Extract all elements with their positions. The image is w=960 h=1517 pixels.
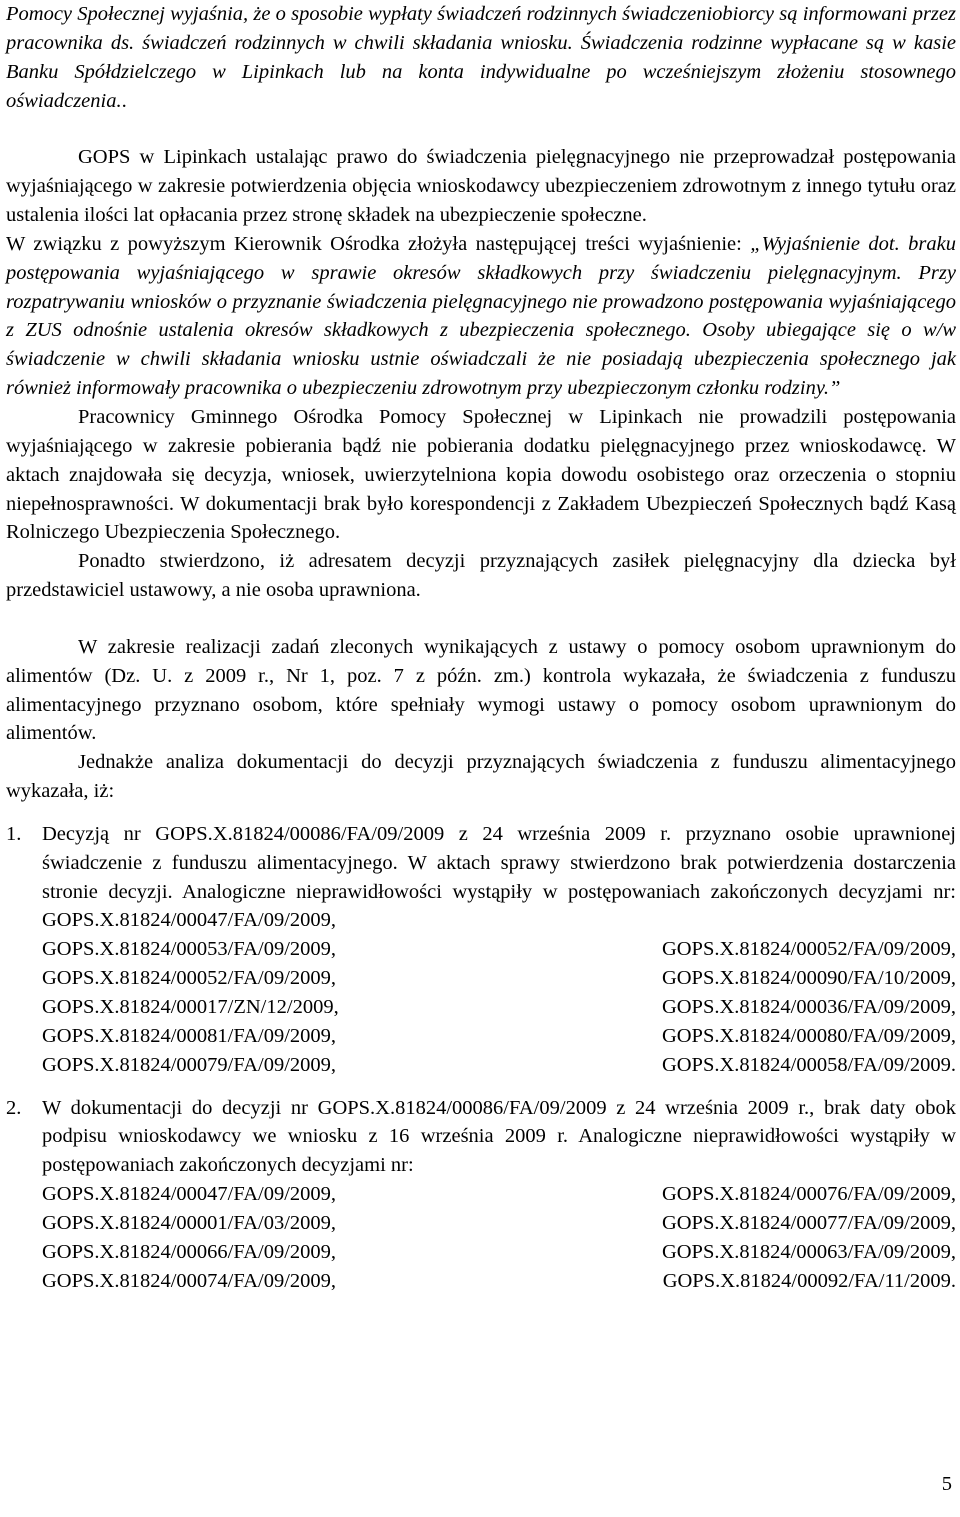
kierownik-lead: W związku z powyższym Kierownik Ośrodka złożyła następującej treści wyjaśnienie: bbox=[6, 232, 751, 255]
paragraph-gops: GOPS w Lipinkach ustalając prawo do świadczenia pielęgnacyjnego nie przeprowadzał postępowania wyjaśniającego w zakresie potwierdzenia objęcia wnioskodawcy ubezpieczeniem zdrowotnym z innego tytułu oraz ustalenia ilości lat opłacania przez stronę składek na ubezpieczenie społeczne. bbox=[6, 146, 956, 227]
list-item-number: 1. bbox=[6, 822, 22, 845]
spacer bbox=[6, 806, 956, 820]
list-item-text: W dokumentacji do decyzji nr GOPS.X.81824/00086/FA/09/2009 z 24 września 2009 r., brak daty obok podpisu wnioskodawcy we wniosku z 16 września 2009 r. Analogiczne nieprawidłowości wystąpiły w postępowaniach zakończonych decyzjami nr: bbox=[42, 1096, 956, 1177]
decision-code: GOPS.X.81824/00058/FA/09/2009. bbox=[661, 1053, 956, 1076]
decision-code: GOPS.X.81824/00066/FA/09/2009, bbox=[42, 1240, 337, 1263]
page-number: 5 bbox=[941, 1473, 952, 1495]
decision-code: GOPS.X.81824/00077/FA/09/2009, bbox=[661, 1211, 956, 1234]
paragraph-jednakze: Jednakże analiza dokumentacji do decyzji przyznających świadczenia z funduszu alimentacyjnego wykazała, iż: bbox=[6, 751, 956, 803]
spacer bbox=[6, 115, 956, 143]
decision-code: GOPS.X.81824/00092/FA/11/2009. bbox=[662, 1269, 956, 1292]
decision-code: GOPS.X.81824/00052/FA/09/2009, bbox=[661, 938, 956, 961]
decision-code: GOPS.X.81824/00080/FA/09/2009, bbox=[661, 1024, 956, 1047]
decision-code-list bbox=[42, 1180, 956, 1295]
spacer bbox=[6, 605, 956, 633]
paragraph-kierownik bbox=[6, 230, 956, 403]
decision-code: GOPS.X.81824/00090/FA/10/2009, bbox=[661, 967, 956, 990]
decision-code: GOPS.X.81824/00063/FA/09/2009, bbox=[661, 1240, 956, 1263]
intro-tail: . bbox=[121, 89, 127, 112]
decision-code: GOPS.X.81824/00074/FA/09/2009, bbox=[42, 1269, 337, 1292]
decision-code: GOPS.X.81824/00047/FA/09/2009, bbox=[42, 1183, 337, 1206]
kierownik-quote: „Wyjaśnienie dot. braku postępowania wyjaśniającego w sprawie okresów składkowych przy świadczeniu pielęgnacyjnym. Przy rozpatrywaniu wniosków o przyznanie świadczenia pielęgnacyjnego nie prowadzono postępowania wyjaśniającego z ZUS odnośnie ustalenia okresów składkowych z ubezpieczenia społecznego. Osoby ubiegające się o w/w świadczenie w chwili składania wniosku ustnie oświadczali że nie posiadają ubezpieczenia społecznego jak również informowały pracownika o ubezpieczeniu zdrowotnym przy ubezpieczonym członku rodziny.” bbox=[6, 232, 957, 400]
intro-italic-text: Pomocy Społecznej wyjaśnia, że o sposobie wypłaty świadczeń rodzinnych świadczeniobiorcy są informowani przez pracownika ds. świadczeń rodzinnych w chwili składania wniosku. Świadczenia rodzinne wypłacane są w kasie Banku Spółdzielczego w Lipinkach lub na konta indywidualne po wcześniejszym złożeniu stosownego oświadczenia. bbox=[6, 3, 956, 112]
decision-code: GOPS.X.81824/00053/FA/09/2009, bbox=[42, 938, 337, 961]
spacer bbox=[6, 1080, 956, 1094]
list-item-text: Decyzją nr GOPS.X.81824/00086/FA/09/2009 z 24 września 2009 r. przyznano osobie uprawnionej świadczenie z funduszu alimentacyjnego. W aktach sprawy stwierdzono brak potwierdzenia dostarczenia stronie decyzji. Analogiczne nieprawidłowości wystąpiły w postępowaniach zakończonych decyzjami nr: GOPS.X.81824/00047/FA/09/2009, bbox=[42, 822, 956, 932]
decision-code-list bbox=[42, 935, 956, 1079]
decision-code: GOPS.X.81824/00079/FA/09/2009, bbox=[42, 1053, 337, 1076]
intro-paragraph bbox=[6, 0, 956, 115]
decision-code: GOPS.X.81824/00081/FA/09/2009, bbox=[42, 1024, 337, 1047]
decision-code: GOPS.X.81824/00052/FA/09/2009, bbox=[42, 967, 337, 990]
paragraph-ponadto: Ponadto stwierdzono, iż adresatem decyzji przyznających zasiłek pielęgnacyjny dla dziecka był przedstawiciel ustawowy, a nie osoba uprawniona. bbox=[6, 550, 956, 602]
paragraph-pracownicy: Pracownicy Gminnego Ośrodka Pomocy Społecznej w Lipinkach nie prowadzili postępowania wyjaśniającego w zakresie pobierania bądź nie pobierania dodatku pielęgnacyjnego przez wnioskodawcę. W aktach znajdowała się decyzja, wniosek, uwierzytelniona kopia dowodu osobistego oraz orzeczenia o stopniu niepełnosprawności. W dokumentacji brak było korespondencji z Zakładem Ubezpieczeń Społecznych bądź Kasą Rolniczego Ubezpieczenia Społecznego. bbox=[6, 405, 956, 544]
list-item-2 bbox=[6, 1094, 956, 1296]
paragraph-zakres: W zakresie realizacji zadań zleconych wynikających z ustawy o pomocy osobom uprawnionym do alimentów (Dz. U. z 2009 r., Nr 1, poz. 7 z późn. zm.) kontrola wykazała, że świadczenia z funduszu alimentacyjnego przyznano osobom, które spełniały wymogi ustawy o pomocy osobom uprawnionym do alimentów. bbox=[6, 635, 956, 745]
decision-code: GOPS.X.81824/00036/FA/09/2009, bbox=[661, 996, 956, 1018]
list-item-1 bbox=[6, 820, 956, 1080]
decision-code: GOPS.X.81824/00076/FA/09/2009, bbox=[661, 1183, 956, 1206]
list-item-number: 2. bbox=[6, 1096, 22, 1119]
decision-code: GOPS.X.81824/00001/FA/03/2009, bbox=[42, 1211, 337, 1234]
document-body bbox=[6, 0, 956, 1295]
decision-code: GOPS.X.81824/00017/ZN/12/2009, bbox=[42, 996, 339, 1018]
